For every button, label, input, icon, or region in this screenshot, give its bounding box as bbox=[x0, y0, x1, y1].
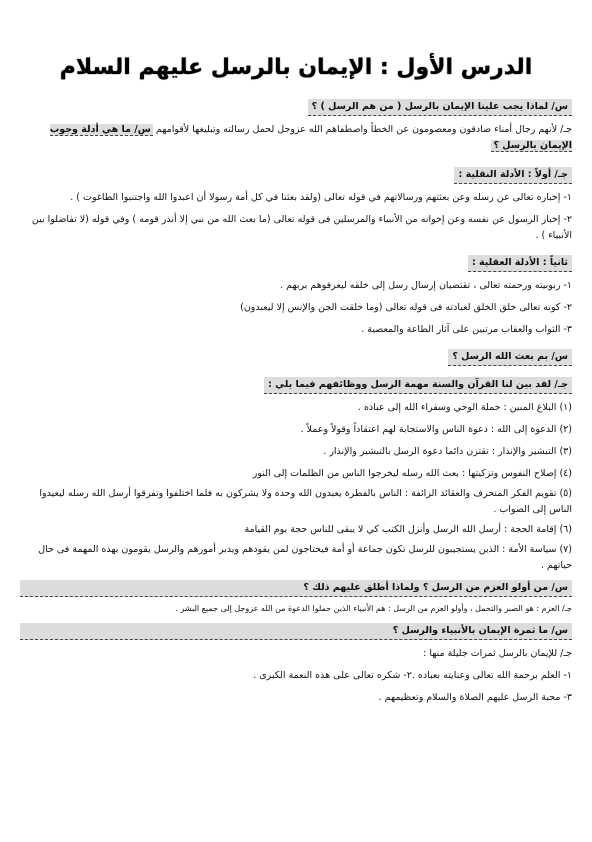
duty-item-1: (١) البلاغ المبين : حملة الوحي وسفراء الله إلى عباده . bbox=[357, 402, 572, 413]
heading-aqli: ثانياً : الأدلة العقلية : bbox=[468, 255, 572, 272]
fruit-item-1: ١- العلم برحمة الله تعالى وعنايته بعباده .٢- شكره تعالى على هذه النعمة الكبرى . bbox=[253, 670, 572, 681]
duty-item-3: (٣) التبشير والإنذار : تقترن دائما دعوة الرسل بالتبشير والإنذار . bbox=[323, 446, 572, 457]
duty-item-2: (٢) الدعوة إلى الله : دعوة الناس والاستجابة لهم اعتقاداً وقولاً وعملاً . bbox=[300, 424, 572, 435]
naqli-item-1: ١- إخباره تعالى عن رسله وعن بعثتهم ورسالاتهم في قوله تعالى (ولقد بعثنا في كل أمة رسولا أن اعبدوا الله واجتنبوا الطاغوت ) . bbox=[70, 192, 572, 203]
answer-ulul-azm: جـ/ العزم : هو الصبر والتحمل ، وأولو العزم من الرسل : هم الأنبياء الذين حملوا الدعوة من الله عزوجل إلى جميع البشر . bbox=[175, 604, 572, 613]
aqli-item-1: ١- ربوبيته ورحمته تعالى ، تقتضيان إرسال رسل إلى خلقه ليعرفوهم بربهم . bbox=[280, 280, 572, 291]
question-mission: س/ بم بعث الله الرسل ؟ bbox=[448, 349, 572, 366]
question-evidence: س/ ما هي أدلة وجوب الإيمان بالرسل ؟ bbox=[49, 124, 572, 151]
aqli-item-3: ٣- الثواب والعقاب مرتبين على آثار الطاعة والمعصية . bbox=[361, 324, 572, 335]
aqli-item-2: ٢- كونه تعالى خلق الخلق لعبادته فى قوله تعالى (وما خلقت الجن والإنس إلا ليعبدون) bbox=[240, 302, 572, 313]
fruit-item-2: ٣- محبة الرسل عليهم الصلاة والسلام وتعظيمهم . bbox=[378, 692, 572, 703]
duty-item-5: (٥) تقويم الفكر المنحرف والعقائد الزائفة : الناس بالفطرة يعبدون الله وحده ولا يشركون به فلما اختلفوا وتفرقوا أرسل الله رسله ليعيدوا الناس إلى الصواب . bbox=[39, 488, 572, 515]
answer-fruits-intro: جـ/ للإيمان بالرسل ثمرات جليلة منها : bbox=[423, 648, 572, 659]
answer-mission-intro: جـ/ لقد بين لنا القرآن والسنة مهمة الرسل ووظائفهم فيما يلي : bbox=[264, 377, 572, 394]
duty-item-4: (٤) إصلاح النفوس وتزكيتها : بعث الله رسله ليخرجوا الناس من الظلمات إلى النور bbox=[252, 468, 572, 479]
question-ulul-azm: س/ من أولو العزم من الرسل ؟ ولماذا أطلق عليهم ذلك ؟ bbox=[20, 580, 572, 597]
answer-why-believe bbox=[20, 122, 572, 154]
answer-why-believe-text: جـ/ لأنهم رجال أمناء صادقون ومعصومون عن الخطأ واصطفاهم الله عزوجل لحمل رسالته وتبليغها لأقوامهم bbox=[155, 124, 572, 135]
naqli-item-2: ٢- إخبار الرسول عن نفسه وعن إخوانه من الأنبياء والمرسلين فى قوله تعالى (ما بعث الله من نبي إلا أنذر قومه ) وفي قوله (لا تفاضلوا بين الأنبياء ) . bbox=[31, 214, 572, 241]
question-why-believe: س/ لماذا يجب علينا الإيمان بالرسل ( من هم الرسل ) ؟ bbox=[308, 99, 572, 116]
duty-item-7: (٧) سياسة الأمة : الذين يستجيبون للرسل تكون جماعة أو أمة فيحتاجون لمن يقودهم ويدبر أمورهم والرسل يقومون بهذه المهمة فى حال حياتهم . bbox=[38, 544, 572, 571]
duty-item-6: (٦) إقامة الحجة : أرسل الله الرسل وأنزل الكتب كي لا يبقى للناس حجة يوم القيامة bbox=[244, 524, 572, 535]
heading-naqli: جـ/ أولاً : الأدلة النقلية : bbox=[454, 167, 572, 184]
page-title: الدرس الأول : الإيمان بالرسل عليهم السلام bbox=[59, 55, 533, 80]
question-fruits: س/ ما ثمرة الإيمان بالأنبياء والرسل ؟ bbox=[20, 623, 572, 640]
